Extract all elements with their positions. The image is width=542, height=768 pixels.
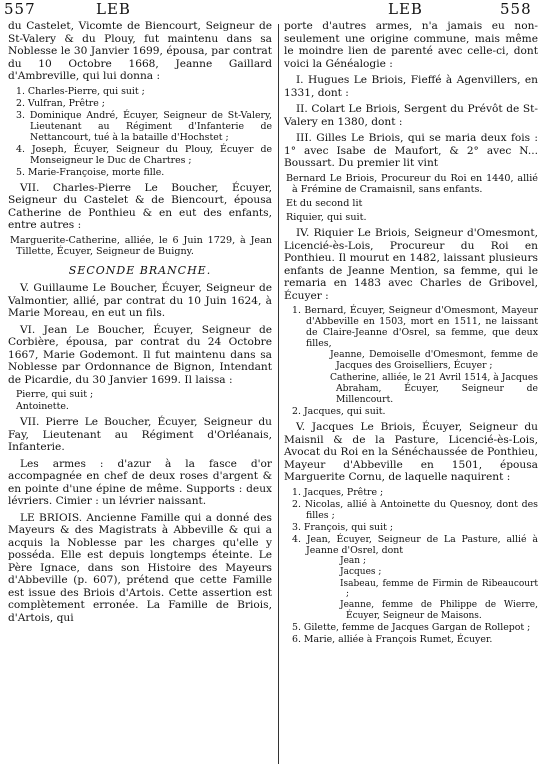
left-column	[8, 20, 272, 624]
list-item: Jeanne, Demoiselle d'Omesmont, femme de Jacques des Groiselliers, Écuyer ;	[330, 349, 538, 372]
list-item-text: 1. Bernard, Écuyer, Seigneur d'Omesmont, Mayeur d'Abbeville en 1503, mort en 1511, ne laissant de Claire-Jeanne d'Osrel, sa femme, que deux filles,	[292, 305, 538, 350]
grandchildren-list-1	[306, 350, 538, 405]
paragraph-v-jacques: V. Jacques Le Briois, Écuyer, Seigneur du Maisnil & de la Pasture, Licencié-ès-Lois, Avocat du Roi en la Sénéchaussée de Ponthieu, Mayeur d'Abbeville en 1501, épousa Marguerite Cornu, de laquelle naquirent :	[284, 421, 538, 484]
paragraph-i-hugues: I. Hugues Le Briois, Fieffé à Agenvillers, en 1331, dont :	[284, 74, 538, 99]
grandchildren-list-2	[306, 556, 538, 621]
list-item: 4. Joseph, Écuyer, Seigneur du Plouy, Écuyer de Monseigneur le Duc de Chartres ;	[16, 143, 272, 166]
paragraph-iii-gilles: III. Gilles Le Briois, qui se maria deux fois : 1° avec Isabe de Maufort, & 2° avec N... Boussart. Du premier lit vint	[284, 132, 538, 169]
paragraph-vi-jean: VI. Jean Le Boucher, Écuyer, Seigneur de Corbière, épousa, par contrat du 24 Octobre 1667, Marie Godemont. Il fut maintenu dans sa Noblesse par Ordonnance de Bignon, Intendant de Picardie, du 30 Janvier 1699. Il laissa :	[8, 323, 272, 386]
paragraph-iv-riquier: IV. Riquier Le Briois, Seigneur d'Omesmont, Licencié-ès-Lois, Procureur du Roi en Ponthieu. Il mourut en 1482, laissant plusieurs enfants de Jeanne Mention, sa femme, qui le remaria en 1483 avec Charles de Gribovel, Écuyer :	[284, 227, 538, 302]
paragraph-v-guillaume: V. Guillaume Le Boucher, Écuyer, Seigneur de Valmontier, allié, par contrat du 10 Juin 1624, à Marie Moreau, en eut un fils.	[8, 282, 272, 320]
paragraph-continuation: porte d'autres armes, n'a jamais eu non-seulement une origine commune, mais même le moindre lien de parenté avec celle-ci, dont voici la Généalogie :	[284, 20, 538, 70]
list-item	[284, 534, 538, 621]
list-item: Antoinette.	[16, 401, 69, 413]
list-item: 1. Jacques, Prêtre ;	[292, 486, 384, 498]
list-item: 5. Gilette, femme de Jacques Gargan de Rollepot ;	[292, 622, 531, 634]
list-item: 6. Marie, alliée à François Rumet, Écuyer.	[292, 634, 493, 646]
list-item: Pierre, qui suit ;	[16, 389, 94, 401]
paragraph-armes: Les armes : d'azur à la fasce d'or accompagnée en chef de deux roses d'argent & en pointe d'une épine de même. Supports : deux lévriers. Cimier : un lévrier naissant.	[8, 457, 272, 508]
right-column	[284, 20, 538, 648]
list-item: Jeanne, femme de Philippe de Wierre, Écuyer, Seigneur de Maisons.	[340, 600, 538, 621]
children-list-1	[8, 86, 272, 178]
section-heading: SECONDE BRANCHE.	[68, 263, 212, 277]
children-list-3	[284, 305, 538, 417]
paragraph-ii-colart: II. Colart Le Briois, Sergent du Prévôt de St-Valery en 1380, dont :	[284, 103, 538, 128]
children-list-4	[284, 487, 538, 645]
page-number-right: 558	[500, 0, 532, 18]
running-title-right: LEB	[388, 0, 423, 18]
list-item: 3. Dominique André, Écuyer, Seigneur de St-Valery, Lieutenant au Régiment d'Infanterie de Nettancourt, tué à la bataille d'Hochstet ;	[16, 109, 272, 143]
list-item: Jacques ;	[340, 567, 382, 578]
list-item: Jean ;	[340, 555, 366, 566]
paragraph-marguerite: Marguerite-Catherine, alliée, le 6 Juin 1729, à Jean Tillette, Écuyer, Seigneur de Buigny.	[10, 234, 272, 257]
list-item: 5. Marie-Françoise, morte fille.	[16, 166, 165, 178]
paragraph-le-briois: LE BRIOIS. Ancienne Famille qui a donné des Mayeurs & des Magistrats à Abbeville & qui a acquis la Noblesse par les charges qu'elle y posséda. Elle est depuis longtemps éteinte. Le Père Ignace, dans son Histoire des Mayeurs d'Abbeville (p. 607), prétend que cette Famille est issue des Briois d'Artois. Cette assertion est complètement erronée. La Famille de Briois, d'Artois, qui	[8, 511, 272, 624]
list-item: 1. Charles-Pierre, qui suit ;	[16, 85, 145, 97]
running-title-left: LEB	[96, 0, 131, 18]
paragraph-riquier: Riquier, qui suit.	[286, 212, 367, 224]
paragraph-bernard: Bernard Le Briois, Procureur du Roi en 1440, allié à Frémine de Cramaisnil, sans enfants.	[286, 172, 538, 195]
paragraph-intro: du Castelet, Vicomte de Biencourt, Seigneur de St-Valery & du Plouy, fut maintenu dans sa Noblesse le 30 Janvier 1699, épousa, par contrat du 10 Octobre 1668, Jeanne Gaillard d'Ambreville, qui lui donna :	[8, 20, 272, 82]
list-item: 2. Vulfran, Prêtre ;	[16, 97, 105, 109]
paragraph-vii-charles-pierre: VII. Charles-Pierre Le Boucher, Écuyer, Seigneur du Castelet & de Biencourt, épousa Catherine de Ponthieu & en eut des enfants, entre autres :	[8, 181, 272, 231]
list-item: 2. Jacques, qui suit.	[292, 406, 386, 418]
paragraph-vii-pierre: VII. Pierre Le Boucher, Écuyer, Seigneur du Fay, Lieutenant au Régiment d'Orléanais, Infanterie.	[8, 416, 272, 454]
list-item	[284, 305, 538, 405]
children-list-2	[8, 389, 272, 412]
list-item: 3. François, qui suit ;	[292, 521, 393, 533]
list-item: Catherine, alliée, le 21 Avril 1514, à Jacques Abraham, Écuyer, Seigneur de Millencourt.	[330, 371, 538, 405]
list-item: 2. Nicolas, allié à Antoinette du Quesnoy, dont des filles ;	[292, 498, 538, 521]
paragraph-second-lit: Et du second lit	[286, 197, 363, 209]
list-item: Isabeau, femme de Firmin de Ribeaucourt ;	[340, 578, 538, 600]
page-number-left: 557	[4, 0, 36, 18]
column-divider	[278, 24, 279, 764]
list-item-text: 4. Jean, Écuyer, Seigneur de La Pasture, allié à Jeanne d'Osrel, dont	[292, 533, 538, 556]
